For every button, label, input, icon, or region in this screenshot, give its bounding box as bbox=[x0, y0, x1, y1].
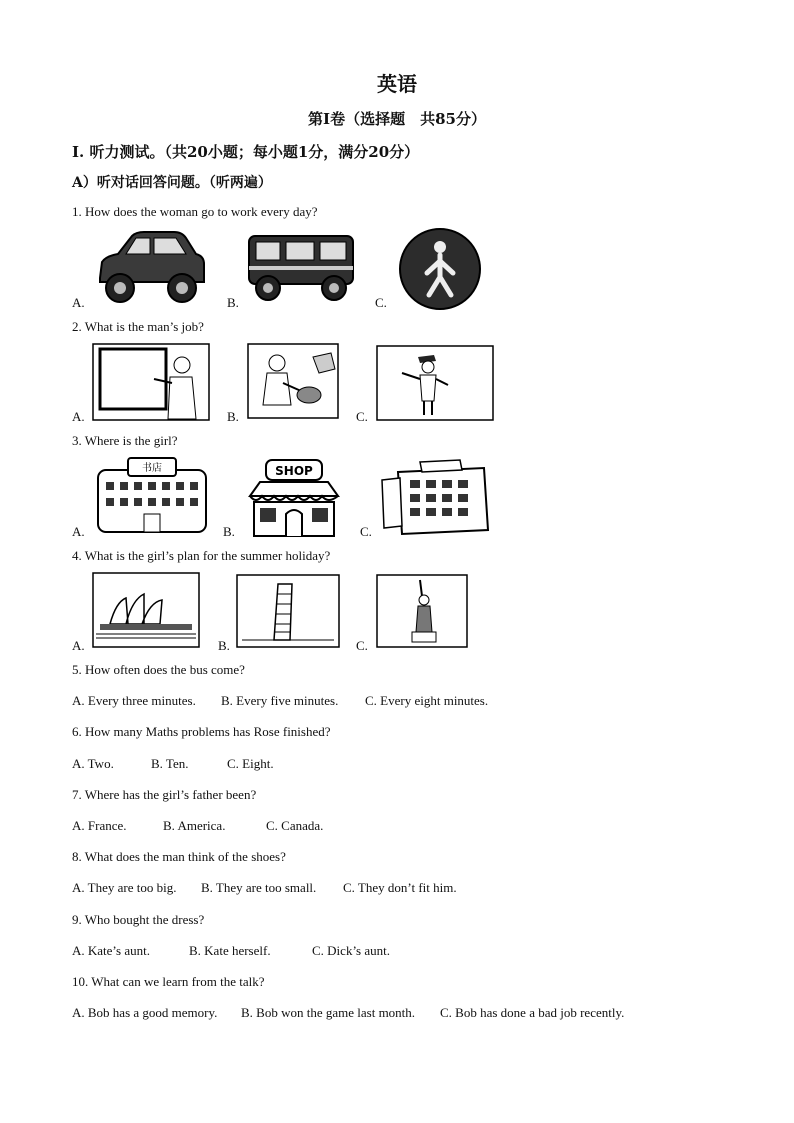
q1-option-a-label[interactable]: A. bbox=[72, 295, 85, 310]
dentist-icon bbox=[247, 343, 339, 419]
question-2-stem: 2. What is the man’s job? bbox=[72, 319, 204, 334]
part-a-title: A）听对话回答问题。（听两遍） bbox=[72, 175, 272, 191]
q2-option-b-label[interactable]: B. bbox=[227, 409, 239, 424]
q9-option-a[interactable]: A. Kate’s aunt. bbox=[72, 943, 150, 958]
q1-option-c-label[interactable]: C. bbox=[375, 295, 387, 310]
question-9-stem: 9. Who bought the dress? bbox=[72, 912, 205, 927]
teacher-icon bbox=[92, 343, 210, 421]
question-1-stem: 1. How does the woman go to work every day? bbox=[72, 204, 318, 219]
q3-option-c-label[interactable]: C. bbox=[360, 524, 372, 539]
bookstore-sign-text: 书店 bbox=[142, 463, 162, 474]
q8-option-c[interactable]: C. They don’t fit him. bbox=[343, 880, 457, 895]
section-title: Ⅰ. 听力测试。（共20小题；每小题1分，满分20分） bbox=[72, 143, 420, 161]
q3-option-a-label[interactable]: A. bbox=[72, 524, 85, 539]
leaning-tower-icon bbox=[236, 574, 340, 648]
walking-sign-icon bbox=[395, 227, 485, 311]
police-officer-icon bbox=[376, 345, 494, 421]
shop-sign-text: SHOP bbox=[275, 464, 313, 478]
bus-icon bbox=[246, 232, 356, 304]
hospital-building-icon bbox=[380, 456, 492, 536]
q7-option-a[interactable]: A. France. bbox=[72, 818, 127, 833]
question-3-stem: 3. Where is the girl? bbox=[72, 433, 178, 448]
q10-option-b[interactable]: B. Bob won the game last month. bbox=[241, 1005, 416, 1020]
q10-option-c[interactable]: C. Bob has done a bad job recently. bbox=[440, 1005, 625, 1020]
q2-option-a-label[interactable]: A. bbox=[72, 409, 85, 424]
q9-option-c[interactable]: C. Dick’s aunt. bbox=[312, 943, 390, 958]
q9-option-b[interactable]: B. Kate herself. bbox=[189, 943, 271, 958]
q6-option-a[interactable]: A. Two. bbox=[72, 756, 114, 771]
q2-option-c-label[interactable]: C. bbox=[356, 409, 368, 424]
question-4-stem: 4. What is the girl’s plan for the summer holiday? bbox=[72, 548, 331, 563]
q7-option-c[interactable]: C. Canada. bbox=[266, 818, 324, 833]
car-icon bbox=[96, 228, 208, 306]
question-10-stem: 10. What can we learn from the talk? bbox=[72, 974, 265, 989]
q6-option-b[interactable]: B. Ten. bbox=[151, 756, 189, 771]
page-title: 英语 bbox=[377, 72, 417, 96]
q4-option-a-label[interactable]: A. bbox=[72, 638, 85, 653]
question-6-stem: 6. How many Maths problems has Rose finished? bbox=[72, 724, 331, 739]
question-5-stem: 5. How often does the bus come? bbox=[72, 662, 245, 677]
q5-option-b[interactable]: B. Every five minutes. bbox=[221, 693, 339, 708]
q4-option-b-label[interactable]: B. bbox=[218, 638, 230, 653]
q10-option-a[interactable]: A. Bob has a good memory. bbox=[72, 1005, 218, 1020]
q1-option-b-label[interactable]: B. bbox=[227, 295, 239, 310]
bookstore-icon bbox=[94, 456, 210, 536]
q6-option-c[interactable]: C. Eight. bbox=[227, 756, 274, 771]
statue-of-liberty-icon bbox=[376, 574, 468, 648]
q7-option-b[interactable]: B. America. bbox=[163, 818, 226, 833]
question-8-stem: 8. What does the man think of the shoes? bbox=[72, 849, 286, 864]
q5-option-a[interactable]: A. Every three minutes. bbox=[72, 693, 196, 708]
q8-option-b[interactable]: B. They are too small. bbox=[201, 880, 317, 895]
paper-subtitle: 第Ⅰ卷（选择题 共85分） bbox=[308, 110, 486, 128]
q4-option-c-label[interactable]: C. bbox=[356, 638, 368, 653]
question-7-stem: 7. Where has the girl’s father been? bbox=[72, 787, 257, 802]
q8-option-a[interactable]: A. They are too big. bbox=[72, 880, 177, 895]
shop-icon bbox=[246, 458, 342, 538]
q5-option-c[interactable]: C. Every eight minutes. bbox=[365, 693, 489, 708]
q3-option-b-label[interactable]: B. bbox=[223, 524, 235, 539]
sydney-opera-house-icon bbox=[92, 572, 200, 648]
